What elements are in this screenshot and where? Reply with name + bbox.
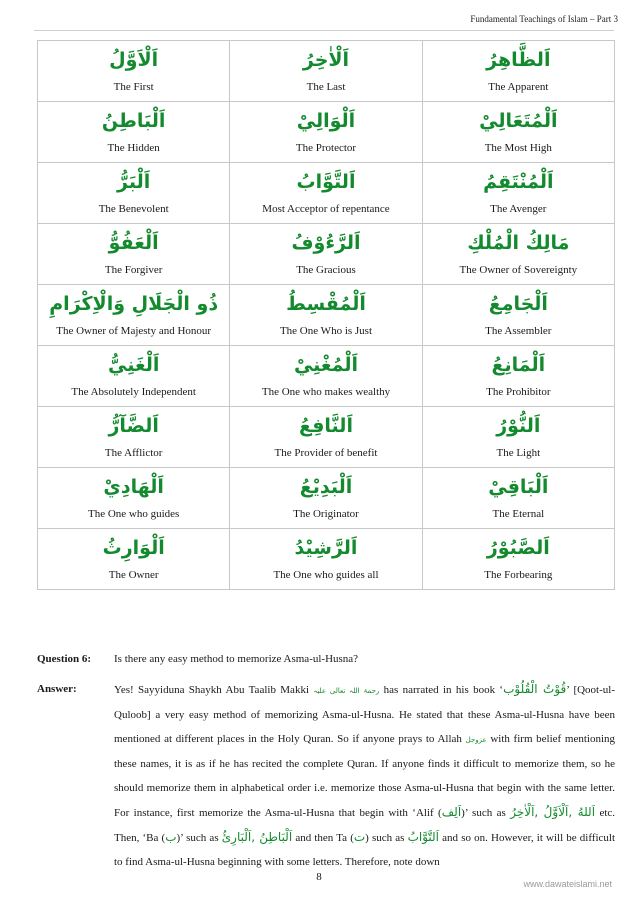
name-cell xyxy=(422,468,614,529)
answer-block xyxy=(37,677,615,874)
name-cell xyxy=(38,346,230,407)
answer-segment: )’ such as xyxy=(176,832,219,844)
answer-segment: and then Ta ( xyxy=(295,832,354,844)
english-meaning: The Most High xyxy=(484,142,552,154)
arabic-name: اَلْوَارِثُ xyxy=(102,537,165,559)
running-header: Fundamental Teachings of Islam – Part 3 xyxy=(470,14,618,24)
arabic-name: اَلْاَوَّلُ xyxy=(109,49,159,71)
english-meaning: The Hidden xyxy=(107,142,160,154)
arabic-name: اَلنُّوْرُ xyxy=(496,415,541,437)
english-meaning: The Apparent xyxy=(488,81,549,93)
arabic-name: اَلْبَاطِنُ xyxy=(101,110,166,132)
table-row xyxy=(38,41,615,102)
arabic-name: اَلصَّبُوْرُ xyxy=(486,537,550,559)
english-meaning: The Avenger xyxy=(490,203,547,215)
arabic-name: اَلْمُنْتَقِمُ xyxy=(483,171,554,193)
english-meaning: The Prohibitor xyxy=(486,386,551,398)
name-cell xyxy=(38,407,230,468)
english-meaning: The Benevolent xyxy=(98,203,169,215)
english-meaning: The Forgiver xyxy=(104,264,163,276)
english-meaning: The Light xyxy=(496,447,541,459)
answer-segment: Yes! Sayyiduna Shaykh Abu Taalib Makki xyxy=(114,684,309,696)
name-cell xyxy=(38,285,230,346)
name-cell xyxy=(38,468,230,529)
english-meaning: The Owner xyxy=(108,569,159,581)
ta-arabic: ت xyxy=(353,830,366,844)
name-cell xyxy=(230,285,422,346)
arabic-name: اَلتَّوَّابُ xyxy=(296,171,356,193)
honorific-rahmatullah: رحمۃ اللہ تعالی علیہ xyxy=(313,687,380,695)
answer-segment: has narrated in his book ‘ xyxy=(383,684,504,696)
arabic-name: اَلْاٰخِرُ xyxy=(302,49,350,71)
english-meaning: Most Acceptor of repentance xyxy=(262,203,390,215)
answer-segment: ’ [Qoot-ul-Quloob] a very easy method of memorizing Asma-ul-Husna. He stated that these Asma-ul-Husna have been mentioned at different places in the Holy Quran. So if anyone prays to Allah xyxy=(114,684,615,745)
english-meaning: The Afflictor xyxy=(104,447,163,459)
english-meaning: The Owner of Sovereignty xyxy=(459,264,578,276)
name-cell xyxy=(422,163,614,224)
name-cell xyxy=(230,163,422,224)
english-meaning: The Originator xyxy=(293,508,359,520)
english-meaning: The One who guides xyxy=(87,508,180,520)
arabic-name: اَلْمُغْنِيْ xyxy=(293,354,359,376)
name-cell xyxy=(230,102,422,163)
name-cell xyxy=(230,468,422,529)
name-cell xyxy=(422,529,614,590)
name-cell xyxy=(422,346,614,407)
book-title-arabic: قُوْتُ الْقُلُوْب xyxy=(503,682,567,696)
arabic-name: اَلرَّءُوْفُ xyxy=(291,232,361,254)
name-cell xyxy=(230,407,422,468)
table-row xyxy=(38,407,615,468)
table-row xyxy=(38,285,615,346)
name-cell xyxy=(38,529,230,590)
name-cell xyxy=(230,346,422,407)
english-meaning: The Gracious xyxy=(296,264,356,276)
arabic-name: اَلْمُتَعَالِيْ xyxy=(479,110,558,132)
name-cell xyxy=(38,41,230,102)
table-row xyxy=(38,163,615,224)
english-meaning: The Eternal xyxy=(492,508,545,520)
name-cell xyxy=(230,529,422,590)
english-meaning: The Forbearing xyxy=(484,569,553,581)
answer-segment: )’ such as xyxy=(461,807,506,819)
english-meaning: The One Who is Just xyxy=(279,325,373,337)
table-row xyxy=(38,224,615,285)
ba-arabic: ب xyxy=(165,830,177,844)
english-meaning: The Absolutely Independent xyxy=(71,386,196,398)
arabic-name: اَلْهَادِيْ xyxy=(103,476,164,498)
english-meaning: The Provider of benefit xyxy=(274,447,378,459)
ba-examples-arabic: اَلْبَاطِنُ ,اَلْبَارِئُ xyxy=(221,830,293,844)
arabic-name: اَلْبَدِيْعُ xyxy=(299,476,353,498)
question-text: Is there any easy method to memorize Asma-ul-Husna? xyxy=(114,653,359,665)
arabic-name: ذُو الْجَلَالِ وَالْاِكْرَامِ xyxy=(49,293,219,315)
header-rule xyxy=(34,30,614,31)
english-meaning: The Protector xyxy=(295,142,357,154)
answer-segment: and so on. However, it will be difficult to find Asma-ul-Husna beginning with some letters. Therefore, note down xyxy=(114,832,616,868)
answer-segment: ) such as xyxy=(365,832,405,844)
name-cell xyxy=(230,41,422,102)
ta-examples-arabic: اَلتَّوَّابُ xyxy=(407,830,440,844)
arabic-name: اَلنَّافِعُ xyxy=(299,415,353,437)
english-meaning: The First xyxy=(113,81,154,93)
honorific-azzawajal: عزوجل xyxy=(465,736,487,744)
answer-segment: with firm belief mentioning these names, it is as if he has recited the complete Quran. If anyone finds it difficult to memorize them, so he should memorize them in alphabetical order i.e. memorize those Asma-ul-Husna that begin with the same letter. For instance, first memorize the Asma-ul-Husna that begin with ‘Alif ( xyxy=(114,733,616,819)
alif-examples-arabic: اَللهُ ,اَلْاَوَّلُ ,اَلْاٰخِرُ xyxy=(510,805,596,819)
asma-ul-husna-table xyxy=(37,40,615,590)
arabic-name: اَلضَّآرُّ xyxy=(108,415,159,437)
name-cell xyxy=(422,224,614,285)
english-meaning: The Last xyxy=(306,81,346,93)
question-label: Question 6: xyxy=(37,653,92,665)
name-cell xyxy=(422,285,614,346)
arabic-name: اَلْمُقْسِطُ xyxy=(286,293,366,315)
name-cell xyxy=(422,41,614,102)
table-row xyxy=(38,346,615,407)
arabic-name: اَلظَّاهِرُ xyxy=(486,49,551,71)
arabic-name: اَلْبَاقِيْ xyxy=(488,476,549,498)
question-block xyxy=(37,647,615,671)
alif-arabic: اَلِف xyxy=(441,805,462,819)
arabic-name: اَلْوَالِيْ xyxy=(296,110,356,132)
arabic-name: اَلْجَامِعُ xyxy=(488,293,548,315)
arabic-name: اَلْمَانِعُ xyxy=(491,354,546,376)
name-cell xyxy=(38,163,230,224)
arabic-name: اَلْعَفُوُّ xyxy=(108,232,159,254)
name-cell xyxy=(38,102,230,163)
english-meaning: The Owner of Majesty and Honour xyxy=(56,325,212,337)
answer-label: Answer: xyxy=(37,683,77,695)
english-meaning: The Assembler xyxy=(485,325,552,337)
arabic-name: اَلْبَرُّ xyxy=(117,171,151,193)
name-cell xyxy=(422,102,614,163)
table-row xyxy=(38,529,615,590)
arabic-name: مَالِكُ الْمُلْكِ xyxy=(467,232,570,254)
name-cell xyxy=(38,224,230,285)
website-watermark: www.dawateislami.net xyxy=(523,879,612,889)
table-row xyxy=(38,468,615,529)
answer-text xyxy=(114,677,615,874)
arabic-name: اَلرَّشِيْدُ xyxy=(294,537,358,559)
english-meaning: The One who guides all xyxy=(273,569,379,581)
name-cell xyxy=(422,407,614,468)
page-number: 8 xyxy=(316,871,322,883)
answer-segment: etc. Then, ‘Ba ( xyxy=(114,807,616,844)
arabic-name: اَلْغَنِيُّ xyxy=(107,354,160,376)
table-row xyxy=(38,102,615,163)
name-cell xyxy=(230,224,422,285)
english-meaning: The One who makes wealthy xyxy=(261,386,391,398)
